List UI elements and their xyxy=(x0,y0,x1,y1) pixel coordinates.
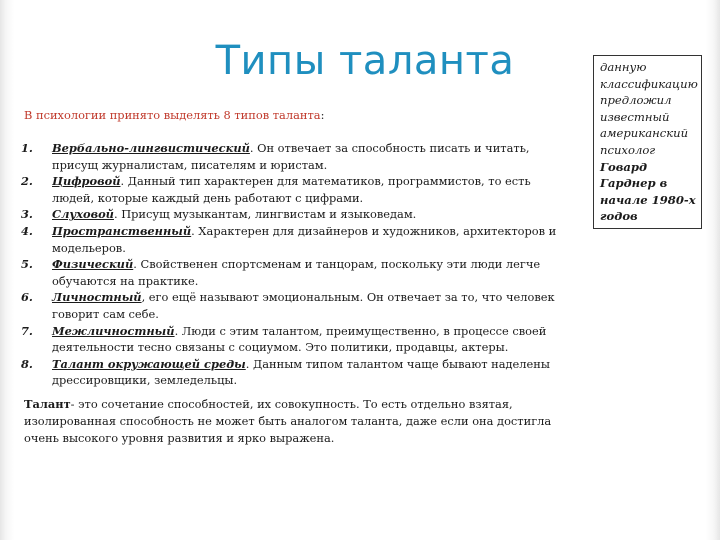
intro-line xyxy=(24,108,564,122)
item-number: 2. xyxy=(21,174,33,189)
item-term: Физический xyxy=(52,257,134,272)
side-note-text: данную классификацию предложил известный американский психолог xyxy=(600,60,698,157)
slide-title: Типы таланта xyxy=(215,38,515,84)
list-item xyxy=(18,206,570,223)
item-number: 6. xyxy=(21,290,33,305)
list-item xyxy=(18,356,570,389)
item-text: . Данным типом талантом чаще бывают наделены дрессировщики, земледельцы. xyxy=(52,356,550,388)
list-item xyxy=(18,256,570,289)
intro-tail: : xyxy=(320,108,325,122)
item-number: 8. xyxy=(21,356,33,371)
item-number: 1. xyxy=(21,141,33,155)
item-term: Талант окружающей среды xyxy=(52,356,246,371)
talent-definition xyxy=(24,396,554,447)
item-text: . Данный тип характерен для математиков, программистов, то есть людей, которые каждый день работают с цифрами. xyxy=(52,174,531,205)
item-number: 7. xyxy=(21,323,33,338)
item-term: Цифровой xyxy=(52,174,121,189)
list-item xyxy=(18,173,570,206)
item-text: . Характерен для дизайнеров и художников, архитекторов и модельеров. xyxy=(52,223,557,255)
definition-term: Талант xyxy=(24,397,71,411)
item-number: 3. xyxy=(21,207,33,222)
item-text: , его ещё называют эмоциональным. Он отвечает за то, что человек говорит сам себе. xyxy=(52,290,555,321)
item-term: Личностный xyxy=(52,290,142,305)
item-term: Вербально-лингвистический xyxy=(52,141,250,155)
item-text: . Присущ музыкантам, лингвистам и языковедам. xyxy=(113,207,417,222)
item-number: 5. xyxy=(21,257,33,272)
item-text: . Он отвечает за способность писать и читать, присущ журналистам, писателям и юристам. xyxy=(52,141,530,172)
item-term: Межличностный xyxy=(52,323,175,338)
side-note-box xyxy=(593,55,702,229)
item-number: 4. xyxy=(21,223,33,238)
item-text: . Свойственен спортсменам и танцорам, поскольку эти люди легче обучаются на практике. xyxy=(52,257,541,288)
list-item xyxy=(18,323,570,356)
list-item xyxy=(18,140,570,173)
item-text: . Люди с этим талантом, преимущественно, в процессе своей деятельности тесно связаны с социумом. Это политики, продавцы, актеры. xyxy=(52,323,547,355)
side-note-author: Говард Гарднер в начале 1980-х годов xyxy=(600,159,696,224)
list-item xyxy=(18,223,570,256)
item-term: Слуховой xyxy=(52,207,114,222)
definition-text: - это сочетание способностей, их совокупность. То есть отдельно взятая, изолированная способность не может быть аналогом таланта, даже если она достигла очень высокого уровня развития и ярко выражена. xyxy=(24,397,552,445)
talent-types-list xyxy=(18,140,570,389)
item-term: Пространственный xyxy=(52,223,192,238)
list-item xyxy=(18,289,570,322)
intro-lead: В психологии принято выделять 8 типов таланта xyxy=(24,108,321,122)
